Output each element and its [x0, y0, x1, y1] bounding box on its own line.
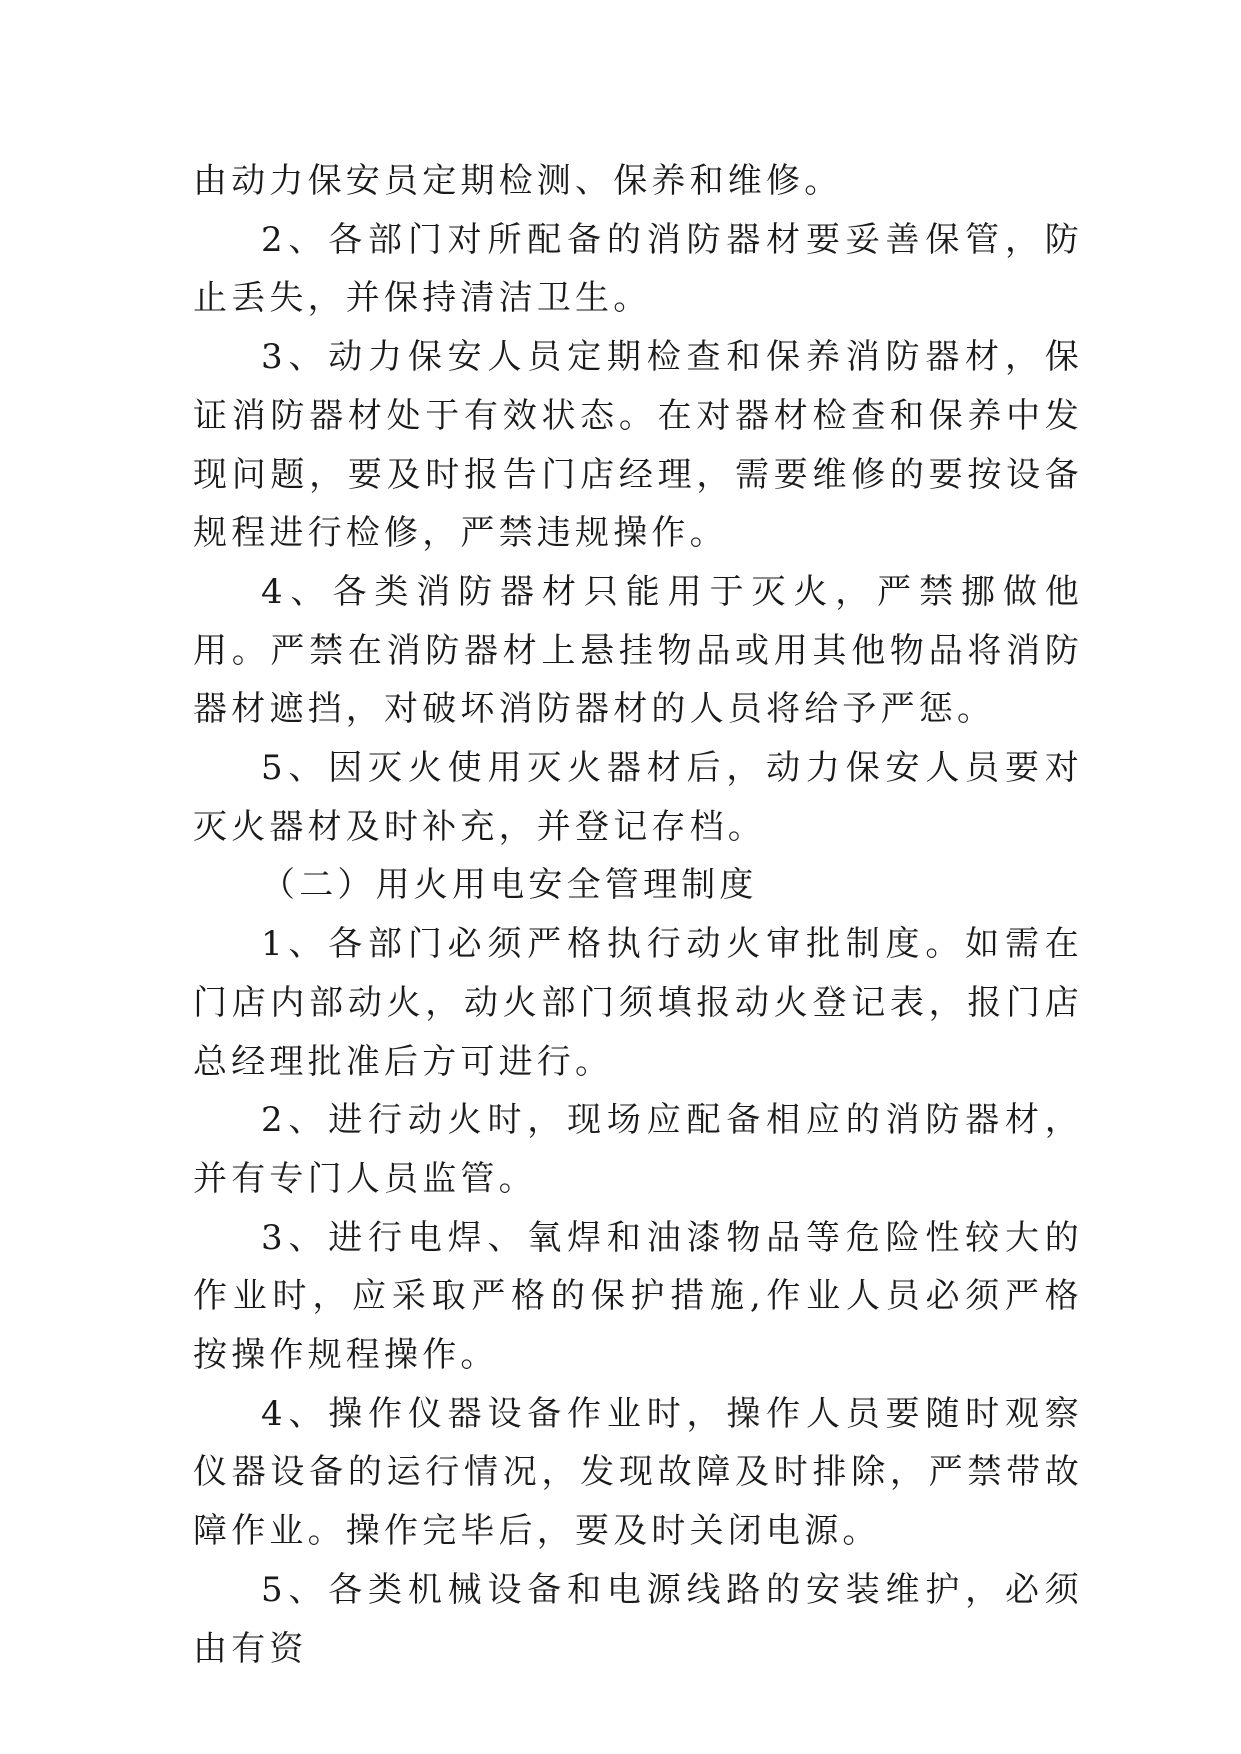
paragraph-fire-item-5: 5、各类机械设备和电源线路的安装维护，必须由有资	[193, 1569, 1083, 1669]
paragraph-fire-item-1: 1、各部门必须严格执行动火审批制度。如需在门店内部动火，动火部门须填报动火登记表，报门店总经理批准后方可进行。	[193, 924, 1083, 1082]
paragraph-item-5: 5、因灭火使用灭火器材后，动力保安人员要对灭火器材及时补充，并登记存档。	[193, 748, 1083, 847]
paragraph-fire-item-2: 2、进行动火时，现场应配备相应的消防器材，并有专门人员监管。	[193, 1100, 1083, 1199]
paragraph-item-2: 2、各部门对所配备的消防器材要妥善保管，防止丢失，并保持清洁卫生。	[193, 219, 1083, 319]
document-body	[193, 152, 1083, 1678]
paragraph-fire-item-3: 3、进行电焊、氧焊和油漆物品等危险性较大的作业时，应采取严格的保护措施,作业人员必须严格按操作规程操作。	[193, 1217, 1083, 1376]
paragraph-item-3: 3、动力保安人员定期检查和保养消防器材，保证消防器材处于有效状态。在对器材检查和保养中发现问题，要及时报告门店经理，需要维修的要按设备规程进行检修，严禁违规操作。	[193, 337, 1083, 554]
paragraph-continuation: 由动力保安员定期检测、保养和维修。	[193, 161, 843, 201]
paragraph-item-4: 4、各类消防器材只能用于灭火，严禁挪做他用。严禁在消防器材上悬挂物品或用其他物品将消防器材遮挡，对破坏消防器材的人员将给予严惩。	[193, 571, 1083, 730]
paragraph-fire-item-4: 4、操作仪器设备作业时，操作人员要随时观察仪器设备的运行情况，发现故障及时排除，严禁带故障作业。操作完毕后，要及时关闭电源。	[193, 1393, 1083, 1552]
section-heading: （二）用火用电安全管理制度	[261, 865, 758, 906]
